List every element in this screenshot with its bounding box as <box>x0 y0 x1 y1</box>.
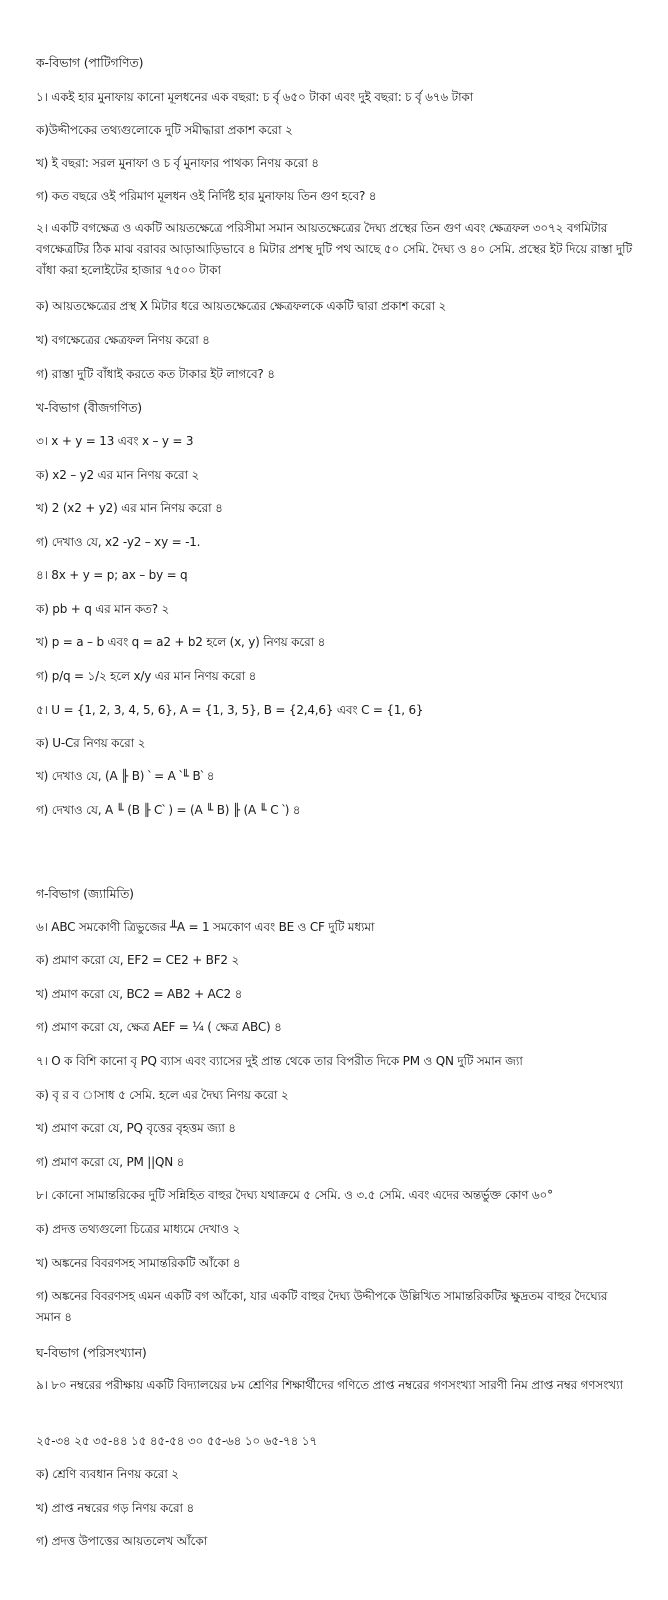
question-5-part-ka: ক) U-Cর নিণয় করো ২ <box>36 736 146 750</box>
question-5-part-kha: খ) দেখাও যে, (A ╟ B) ՝ = A ՝╙ B՝ ৪ <box>36 769 215 783</box>
question-3-stem: ৩। x + y = 13 এবং x – y = 3 <box>36 434 194 448</box>
question-6-part-kha: খ) প্রমাণ করো যে, BC2 = AB2 + AC2 ৪ <box>36 987 243 1001</box>
question-8-stem: ৮। কোনো সামান্তরিকের দুটি সন্নিহিত বাহুর দৈঘ্য যথাক্রমে ৫ সেমি. ও ৩.৫ সেমি. এবং এদের অন্তর্ভুক্ত কোণ ৬০° <box>36 1188 553 1202</box>
question-1-part-ka: ক)উদ্দীপকের তথ্যগুলোকে দুটি সমীদ্ধারা প্রকাশ করো ২ <box>36 123 293 137</box>
question-2-part-kha: খ) বগক্ষেত্রের ক্ষেত্রফল নিণয় করো ৪ <box>36 333 210 347</box>
question-5-part-ga: গ) দেখাও যে, A ╙ (B ╟ C՝ ) = (A ╙ B) ╟ (A ╙ C ՝) ৪ <box>36 803 301 817</box>
section-heading-geometry: গ-বিভাগ (জ্যামিতি) <box>36 886 134 901</box>
section-heading-statistics: ঘ-বিভাগ (পরিসংখ্যান) <box>36 1345 147 1360</box>
question-9-part-ka: ক) শ্রেণি ব্যবধান নিণয় করো ২ <box>36 1467 179 1481</box>
question-7-part-kha: খ) প্রমাণ করো যে, PQ বৃত্তের বৃহত্তম জ্যা ৪ <box>36 1121 236 1135</box>
question-4-part-kha: খ) p = a – b এবং q = a2 + b2 হলে (x, y) নিণয় করো ৪ <box>36 635 326 649</box>
question-3-part-ka: ক) x2 – y2 এর মান নিণয় করো ২ <box>36 468 200 482</box>
question-9-part-kha: খ) প্রাপ্ত নম্বরের গড় নিণয় করো ৪ <box>36 1501 195 1515</box>
question-7-part-ga: গ) প্রমাণ করো যে, PM ||QN ৪ <box>36 1155 185 1169</box>
question-8-part-ka: ক) প্রদত্ত তথ্যগুলো চিত্রের মাধ্যমে দেখাও ২ <box>36 1222 241 1236</box>
question-1-stem: ১। একই হার মুনাফায় কানো মূলধনের এক বছরা: চ র্বৃ ৬৫০ টাকা এবং দুই বছরা: চ র্বৃ ৬৭৬ টাকা <box>36 90 474 104</box>
question-5-stem: ৫। U = {1, 2, 3, 4, 5, 6}, A = {1, 3, 5}, B = {2,4,6} এবং C = {1, 6} <box>36 703 424 717</box>
question-4-part-ga: গ) p/q = ১/২ হলে x/y এর মান নিণয় করো ৪ <box>36 669 257 683</box>
question-4-stem: ৪। 8x + y = p; ax – by = q <box>36 568 188 582</box>
section-heading-algebra: খ-বিভাগ (বীজগণিত) <box>36 400 142 415</box>
question-3-part-kha: খ) 2 (x2 + y2) এর মান নিণয় করো ৪ <box>36 501 223 515</box>
question-6-part-ga: গ) প্রমাণ করো যে, ক্ষেত্র AEF = ¼ ( ক্ষেত্র ABC) ৪ <box>36 1020 282 1034</box>
question-9-part-ga: গ) প্রদত্ত উপাত্তের আয়তলেখ আঁকো <box>36 1534 208 1548</box>
question-1-part-kha: খ) ই বছরা: সরল মুনাফা ও চ র্বৃ মুনাফার পাথক্য নিণয় করো ৪ <box>36 156 319 170</box>
question-7-part-ka: ক) বৃ র ব াসাধ ৫ সেমি. হলে এর দৈঘ্য নিণয় করো ২ <box>36 1088 289 1102</box>
question-2-part-ga: গ) রাস্তা দুটি বাঁধাই করতে কত টাকার ইট লাগবে? ৪ <box>36 367 275 381</box>
section-heading-arithmetic: ক-বিভাগ (পাটিগণিত) <box>36 55 144 70</box>
question-2-part-ka: ক) আয়তক্ষেত্রের প্রস্থ X মিটার ধরে আয়তক্ষেত্রের ক্ষেত্রফলকে একটি দ্বারা প্রকাশ করো ২ <box>36 299 447 313</box>
question-9-frequency-data: ২৫-৩৪ ২৫ ৩৫-৪৪ ১৫ ৪৫-৫৪ ৩০ ৫৫-৬৪ ১০ ৬৫-৭৪ ১৭ <box>36 1434 317 1448</box>
question-4-part-ka: ক) pb + q এর মান কত? ২ <box>36 602 170 616</box>
question-1-part-ga: গ) কত বছরে ওই পরিমাণ মূলধন ওই নির্দিষ্ট হার মুনাফায় তিন গুণ হবে? ৪ <box>36 189 377 203</box>
question-8-part-ga: গ) অঙ্কনের বিবরণসহ এমন একটি বগ আঁকো, যার একটি বাহুর দৈঘ্য উদ্দীপকে উল্লিখিত সামান্তরিকটির ক্ষুদ্রতম বাহুর দৈঘ্যের সমান ৪ <box>36 1289 608 1324</box>
question-9-stem: ৯। ৮০ নম্বরের পরীক্ষায় একটি বিদ্যালয়ের ৮ম শ্রেণির শিক্ষার্থীদের গণিতে প্রাপ্ত নম্বরের গণসংখ্যা সারণী নিম প্রাপ্ত নম্বর গণসংখ্যা <box>36 1378 623 1392</box>
question-6-stem: ৬। ABC সমকোণী ত্রিভুজের ╨A = 1 সমকোণ এবং BE ও CF দুটি মধ্যমা <box>36 920 375 934</box>
question-8-part-kha: খ) অঙ্কনের বিবরণসহ সামান্তরিকটি আঁকো ৪ <box>36 1256 241 1270</box>
question-7-stem: ৭। O ক বিশি কানো বৃ PQ ব্যাস এবং ব্যাসের দুই প্রান্ত থেকে তার বিপরীত দিকে PM ও QN দুটি সমান জ্যা <box>36 1054 523 1068</box>
question-2-stem: ২। একটি বগক্ষেত্র ও একটি আয়তক্ষেত্রে পরিসীমা সমান আয়তক্ষেত্রের দৈঘ্য প্রস্থের তিন গুণ এবং ক্ষেত্রফল ৩০৭২ বগমিটার বগক্ষেত্রটির ঠিক মাঝ বরাবর আড়াআড়িভাবে ৪ মিটার প্রশস্থ দুটি পথ আছে ৫০ সেমি. দৈঘ্য ও ৪০ সেমি. প্রস্থের ইট দিয়ে রাস্তা দুটি বাঁধা করা হলোইটের হাজার ৭৫০০ টাকা <box>36 221 632 277</box>
question-3-part-ga: গ) দেখাও যে, x2 -y2 – xy = -1. <box>36 535 201 549</box>
question-6-part-ka: ক) প্রমাণ করো যে, EF2 = CE2 + BF2 ২ <box>36 953 240 967</box>
